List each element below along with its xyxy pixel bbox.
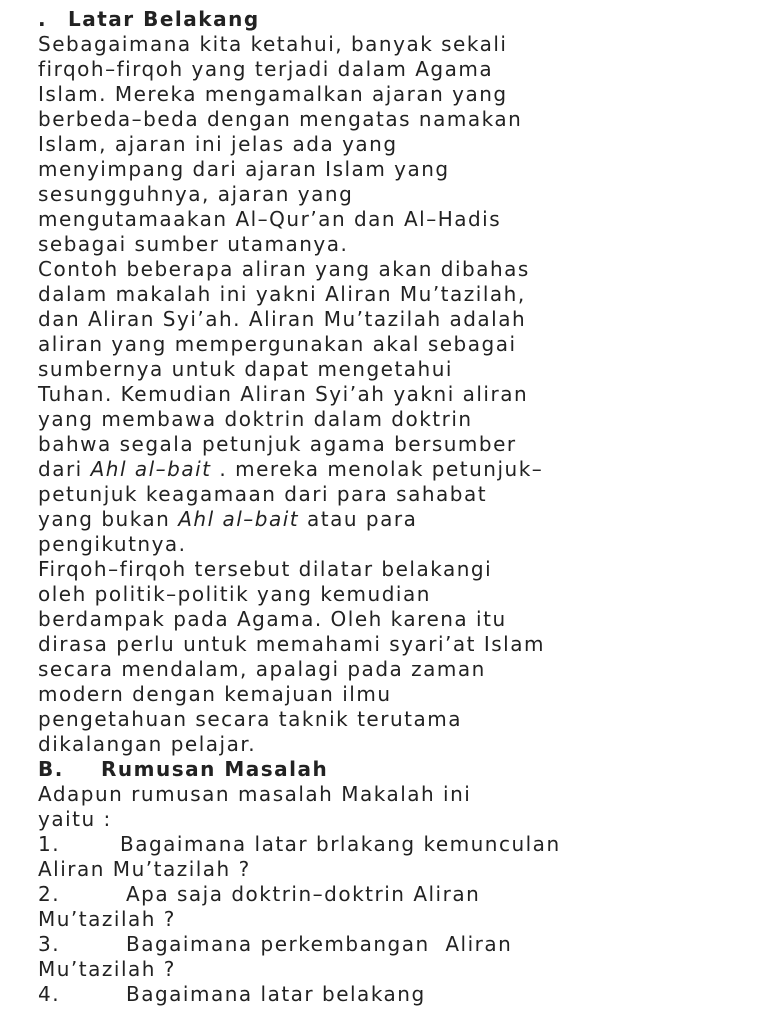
text-line: berbeda–beda dengan mengatas namakan bbox=[38, 107, 523, 131]
paragraph-1 bbox=[38, 32, 762, 257]
text-line: sumbernya untuk dapat mengetahui bbox=[38, 357, 453, 381]
list-item bbox=[38, 932, 762, 957]
list-text: Bagaimana latar belakang bbox=[126, 982, 426, 1006]
text-line: pengetahuan secara taknik terutama bbox=[38, 707, 462, 731]
text-line: dalam makalah ini yakni Aliran Mu’tazilah, bbox=[38, 282, 526, 306]
section-b-title: Rumusan Masalah bbox=[101, 757, 329, 781]
text-line: Sebagaimana kita ketahui, banyak sekali bbox=[38, 32, 508, 56]
text-run: dari bbox=[38, 457, 91, 481]
list-item-continuation: Mu’tazilah ? bbox=[38, 907, 176, 931]
list-item bbox=[38, 982, 762, 1007]
text-line: Adapun rumusan masalah Makalah ini bbox=[38, 782, 472, 806]
text-line: sesungguhnya, ajaran yang bbox=[38, 182, 354, 206]
text-line: Islam, ajaran ini jelas ada yang bbox=[38, 132, 398, 156]
text-line bbox=[38, 507, 762, 532]
section-a-marker: . bbox=[38, 7, 48, 31]
text-line: bahwa segala petunjuk agama bersumber bbox=[38, 432, 517, 456]
text-line: menyimpang dari ajaran Islam yang bbox=[38, 157, 450, 181]
list-item-continuation: Mu’tazilah ? bbox=[38, 957, 176, 981]
list-item bbox=[38, 882, 762, 907]
paragraph-2 bbox=[38, 257, 762, 557]
italic-term: Ahl al–bait bbox=[90, 457, 212, 481]
text-line: firqoh–firqoh yang terjadi dalam Agama bbox=[38, 57, 494, 81]
list-number: 1. bbox=[38, 832, 61, 856]
text-line: petunjuk keagamaan dari para sahabat bbox=[38, 482, 488, 506]
text-line: yang membawa doktrin dalam doktrin bbox=[38, 407, 473, 431]
text-line: sebagai sumber utamanya. bbox=[38, 232, 349, 256]
section-b-heading bbox=[38, 757, 762, 782]
text-line: dirasa perlu untuk memahami syari’at Islam bbox=[38, 632, 545, 656]
text-line: Contoh beberapa aliran yang akan dibahas bbox=[38, 257, 530, 281]
text-line: aliran yang mempergunakan akal sebagai bbox=[38, 332, 517, 356]
paragraph-3 bbox=[38, 557, 762, 757]
list-item bbox=[38, 832, 762, 857]
text-line: dan Aliran Syi’ah. Aliran Mu’tazilah adalah bbox=[38, 307, 527, 331]
text-line: secara mendalam, apalagi pada zaman bbox=[38, 657, 486, 681]
text-line: yaitu : bbox=[38, 807, 112, 831]
text-line: pengikutnya. bbox=[38, 532, 187, 556]
text-run: yang bukan bbox=[38, 507, 179, 531]
list-number: 2. bbox=[38, 882, 61, 906]
text-line: berdampak pada Agama. Oleh karena itu bbox=[38, 607, 507, 631]
text-line: modern dengan kemajuan ilmu bbox=[38, 682, 392, 706]
list-text: Apa saja doktrin–doktrin Aliran bbox=[126, 882, 481, 906]
text-run: . mereka menolak petunjuk– bbox=[211, 457, 544, 481]
text-line: Tuhan. Kemudian Aliran Syi’ah yakni aliran bbox=[38, 382, 529, 406]
list-text: Bagaimana latar brlakang kemunculan bbox=[120, 832, 561, 856]
list-item-continuation: Aliran Mu’tazilah ? bbox=[38, 857, 251, 881]
text-line bbox=[38, 457, 762, 482]
list-number: 4. bbox=[38, 982, 61, 1006]
problem-list bbox=[38, 832, 762, 1007]
text-line: dikalangan pelajar. bbox=[38, 732, 257, 756]
italic-term: Ahl al–bait bbox=[178, 507, 300, 531]
section-a-title: Latar Belakang bbox=[68, 7, 260, 31]
text-line: Firqoh–firqoh tersebut dilatar belakangi bbox=[38, 557, 493, 581]
text-run: atau para bbox=[299, 507, 418, 531]
text-line: mengutamaakan Al–Qur’an dan Al–Hadis bbox=[38, 207, 502, 231]
document-body bbox=[38, 7, 762, 1007]
section-b-marker: B. bbox=[38, 757, 64, 781]
section-a-heading bbox=[38, 7, 762, 32]
list-text: Bagaimana perkembangan Aliran bbox=[126, 932, 513, 956]
section-b-intro bbox=[38, 782, 762, 832]
text-line: oleh politik–politik yang kemudian bbox=[38, 582, 431, 606]
list-number: 3. bbox=[38, 932, 61, 956]
text-line: Islam. Mereka mengamalkan ajaran yang bbox=[38, 82, 508, 106]
